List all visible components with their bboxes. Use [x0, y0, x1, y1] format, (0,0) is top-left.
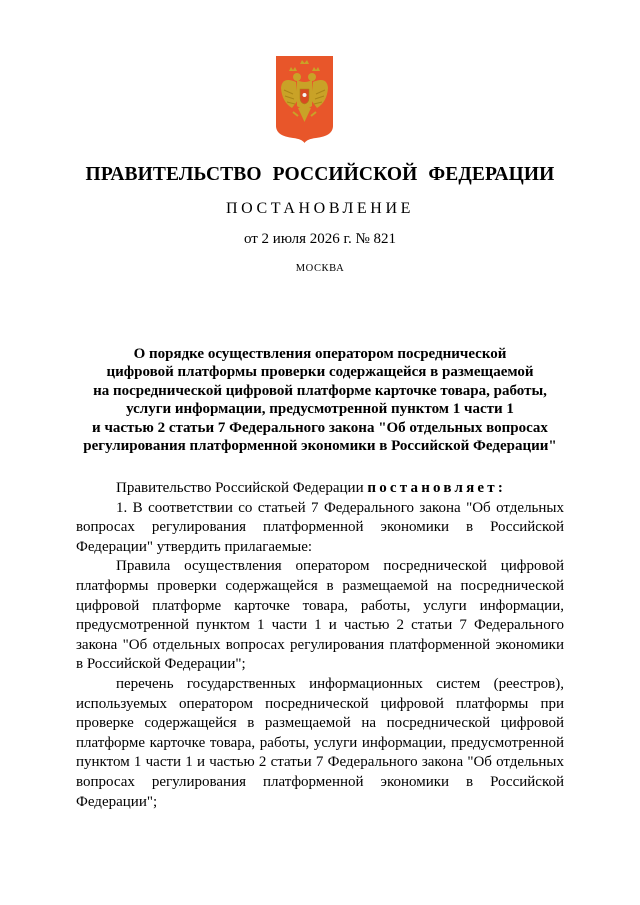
title-line: услуги информации, предусмотренной пунктом 1 части 1: [126, 401, 514, 418]
coat-of-arms-icon: [276, 56, 333, 143]
title-line: цифровой платформы проверки содержащейся в размещаемой: [106, 364, 534, 381]
title-line: и частью 2 статьи 7 Федерального закона "Об отдельных вопросах: [92, 419, 548, 436]
intro-paragraph: [76, 479, 564, 499]
resolves-word: постановляет:: [367, 480, 507, 496]
body-paragraph: Правила осуществления оператором посреднической цифровой платформы проверки содержащейся в размещаемой на посреднической цифровой платформе карточке товара, работы, услуги информации, предусмотренной пунктом 1 части 1 и частью 2 статьи 7 Федерального закона "Об отдельных вопросах регулирования платформенной экономики в Российской Федерации";: [76, 558, 564, 673]
decree-city: МОСКВА: [295, 263, 345, 274]
document-type: ПОСТАНОВЛЕНИЕ: [226, 200, 414, 217]
government-heading: ПРАВИТЕЛЬСТВО РОССИЙСКОЙ ФЕДЕРАЦИИ: [85, 164, 555, 185]
decree-date-number: от 2 июля 2026 г. № 821: [243, 231, 397, 247]
decree-body: [76, 479, 564, 812]
title-line: О порядке осуществления оператором посреднической: [133, 346, 507, 362]
intro-text: Правительство Российской Федерации: [116, 480, 368, 496]
title-line: регулирования платформенной экономики в Российской Федерации": [83, 438, 557, 455]
body-paragraph: перечень государственных информационных систем (реестров), используемых оператором посреднической цифровой платформы при проверке содержащейся в размещаемой на посреднической цифровой платформе карточке товара, работы, услуги информации, предусмотренной пунктом 1 части 1 и частью 2 статьи 7 Федерального закона "Об отдельных вопросах регулирования платформенной экономики в Российской Федерации";: [76, 675, 564, 810]
title-line: на посреднической цифровой платформе карточке товара, работы,: [93, 382, 547, 399]
body-paragraph: 1. В соответствии со статьей 7 Федерального закона "Об отдельных вопросах регулирования платформенной экономики в Российской Федерации" утвердить прилагаемые:: [76, 499, 564, 555]
decree-title: [70, 345, 570, 455]
